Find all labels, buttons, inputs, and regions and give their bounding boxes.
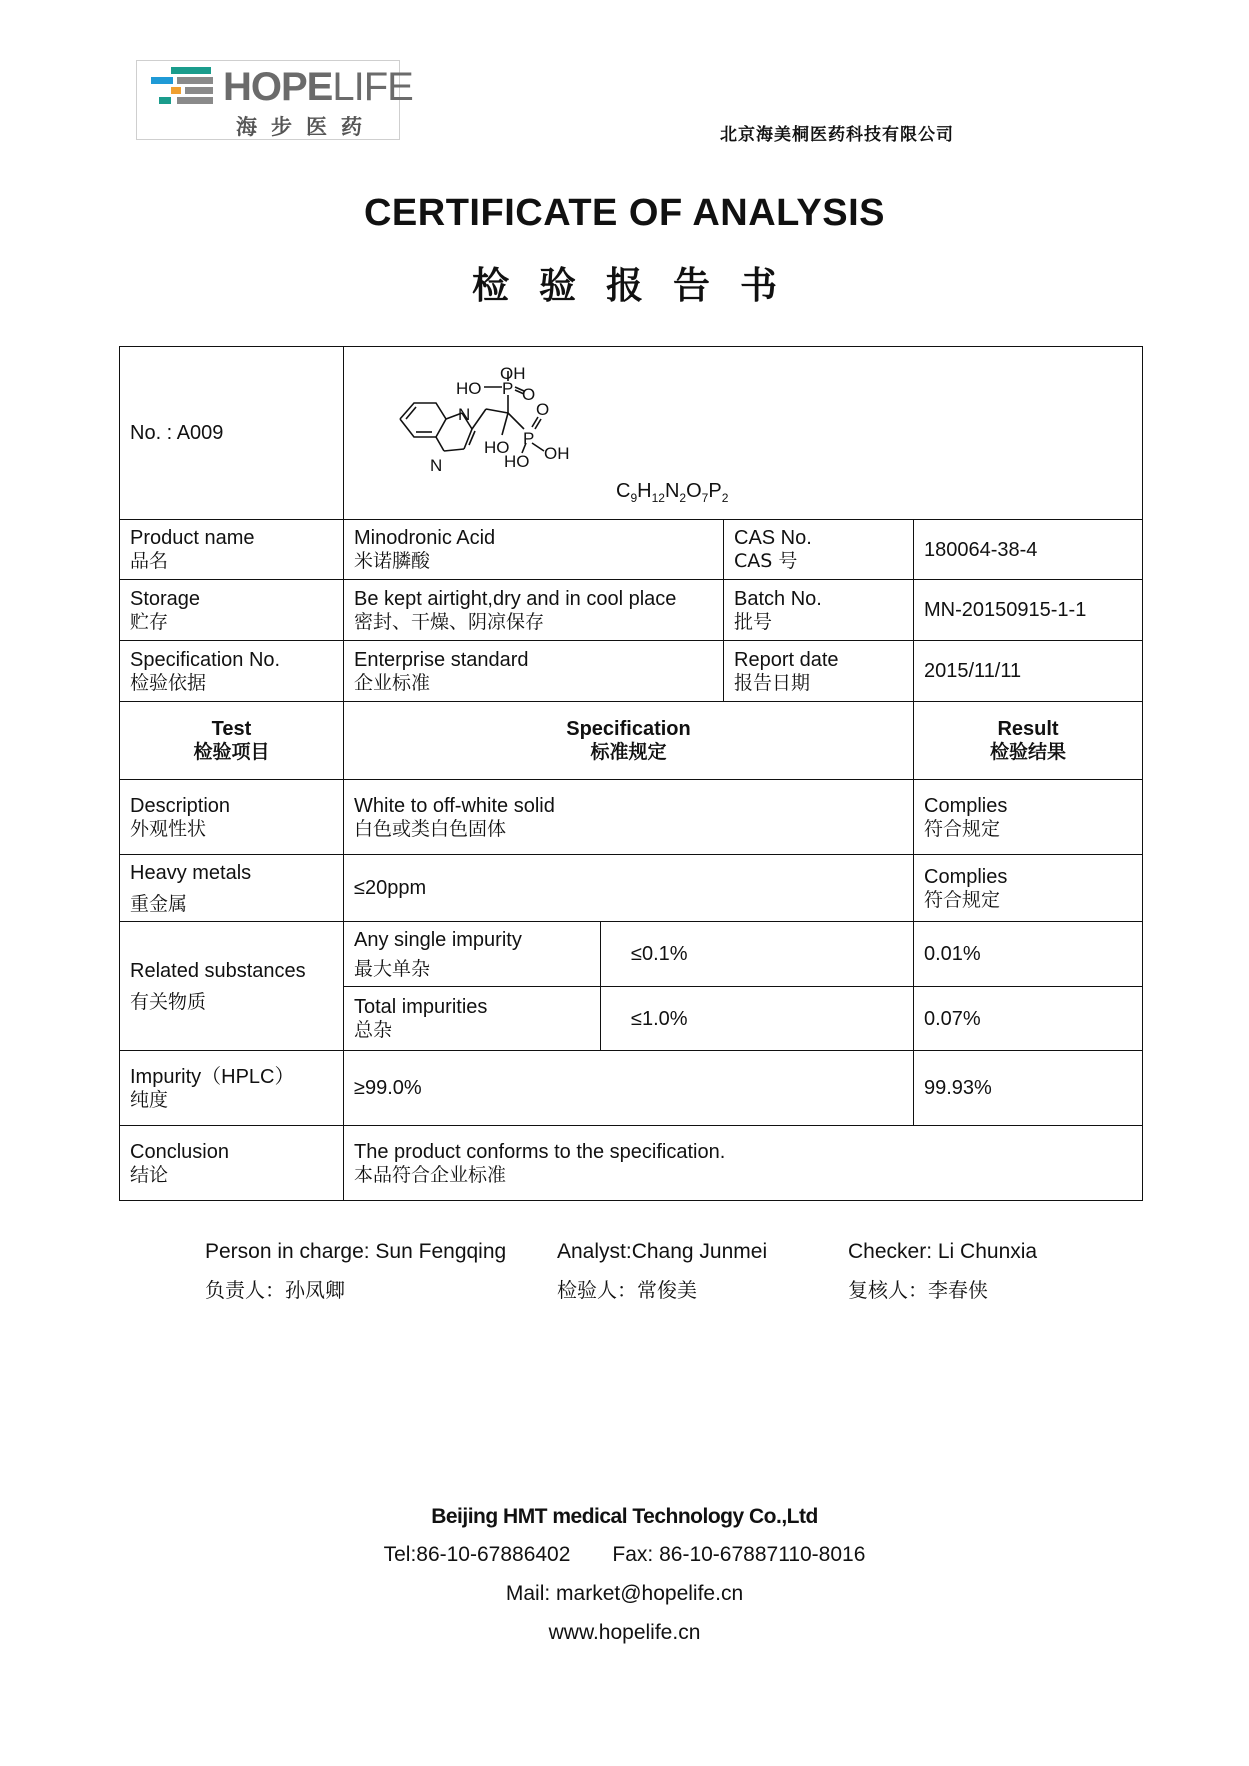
structure-atom-label: HO [484, 438, 510, 457]
test-subitem: Any single impurity 最大单杂 [344, 922, 601, 987]
conclusion-text: The product conforms to the specification. 本品符合企业标准 [344, 1126, 1143, 1201]
conclusion-row [120, 1126, 1143, 1201]
structure-atom-label: HO [504, 452, 530, 471]
logo-chinese-name: 海步医药 [236, 115, 376, 139]
test-result: 99.93% [914, 1051, 1143, 1126]
footer-tel: Tel:86-10-67886402 [383, 1543, 571, 1566]
analysis-table [119, 346, 1143, 1201]
test-spec: ≥99.0% [344, 1051, 914, 1126]
info-value: Be kept airtight,dry and in cool place 密封、干燥、阴凉保存 [344, 580, 724, 641]
test-result: 0.01% [914, 922, 1143, 987]
company-name-chinese: 北京海美桐医药科技有限公司 [720, 125, 954, 145]
test-spec: White to off-white solid 白色或类白色固体 [344, 780, 914, 855]
info-key-value: 180064-38-4 [914, 520, 1143, 580]
company-logo [136, 60, 413, 140]
signature-checker: Checker: Li Chunxia 复核人：李春侠 [848, 1240, 1038, 1302]
signature-person-in-charge: Person in charge: Sun Fengqing 负责人：孙凤卿 [205, 1240, 507, 1302]
info-value: Minodronic Acid 米诺膦酸 [344, 520, 724, 580]
info-key: Batch No. 批号 [724, 580, 914, 641]
logo-wordmark: HOPELIFE [223, 65, 413, 109]
logo-mark-icon [145, 67, 225, 111]
column-header-specification: Specification 标准规定 [344, 702, 914, 780]
test-result: Complies 符合规定 [914, 780, 1143, 855]
info-value: Enterprise standard 企业标准 [344, 641, 724, 702]
structure-atom-label: P [523, 429, 535, 448]
page-title: CERTIFICATE OF ANALYSIS [363, 192, 885, 234]
info-row-product [120, 520, 1143, 580]
test-name: Impurity（HPLC） 纯度 [120, 1051, 344, 1126]
footer-mail: Mail: market@hopelife.cn [505, 1582, 744, 1605]
info-label: Product name 品名 [120, 520, 344, 580]
conclusion-label: Conclusion 结论 [120, 1126, 344, 1201]
structure-atom-label: N [458, 405, 471, 424]
test-name: Heavy metals 重金属 [120, 855, 344, 922]
test-row-related-single [120, 922, 1143, 987]
structure-cell [344, 347, 1143, 520]
info-key: CAS No. CAS 号 [724, 520, 914, 580]
test-subitem: Total impurities 总杂 [344, 987, 601, 1051]
chemical-structure-diagram [384, 357, 624, 497]
info-label: Specification No. 检验依据 [120, 641, 344, 702]
structure-atom-label: HO [456, 379, 482, 398]
info-row-storage [120, 580, 1143, 641]
structure-row [120, 347, 1143, 520]
page-title-chinese: 检验报告书 [472, 263, 807, 307]
test-name: Description 外观性状 [120, 780, 344, 855]
test-name: Related substances 有关物质 [120, 922, 344, 1051]
test-spec: ≤20ppm [344, 855, 914, 922]
test-limit: ≤1.0% [601, 987, 914, 1051]
info-key-value: 2015/11/11 [914, 641, 1143, 702]
report-number: No. : A009 [120, 347, 344, 520]
info-label: Storage 贮存 [120, 580, 344, 641]
column-header-result: Result 检验结果 [914, 702, 1143, 780]
footer-website[interactable]: www.hopelife.cn [548, 1621, 701, 1644]
footer-contact [0, 1543, 1249, 1567]
structure-atom-label: O [522, 385, 536, 404]
test-row-description [120, 780, 1143, 855]
structure-atom-label: OH [544, 444, 570, 463]
info-key: Report date 报告日期 [724, 641, 914, 702]
structure-atom-label: P [502, 379, 514, 398]
test-result: 0.07% [914, 987, 1143, 1051]
test-limit: ≤0.1% [601, 922, 914, 987]
molecular-formula: $C_9H_{12}N_2O_7P_2$ [616, 480, 729, 505]
test-row-heavy-metals [120, 855, 1143, 922]
footer-fax: Fax: 86-10-67887110-8016 [612, 1543, 866, 1566]
structure-atom-label: N [430, 456, 443, 475]
test-row-purity [120, 1051, 1143, 1126]
signature-analyst: Analyst:Chang Junmei 检验人：常俊美 [557, 1240, 768, 1302]
info-row-specification [120, 641, 1143, 702]
footer-company: Beijing HMT medical Technology Co.,Ltd [431, 1505, 818, 1528]
info-key-value: MN-20150915-1-1 [914, 580, 1143, 641]
structure-atom-label: O [536, 400, 550, 419]
test-result: Complies 符合规定 [914, 855, 1143, 922]
structure-atom-label: OH [500, 364, 526, 383]
column-header-test: Test 检验项目 [120, 702, 344, 780]
column-header-row [120, 702, 1143, 780]
